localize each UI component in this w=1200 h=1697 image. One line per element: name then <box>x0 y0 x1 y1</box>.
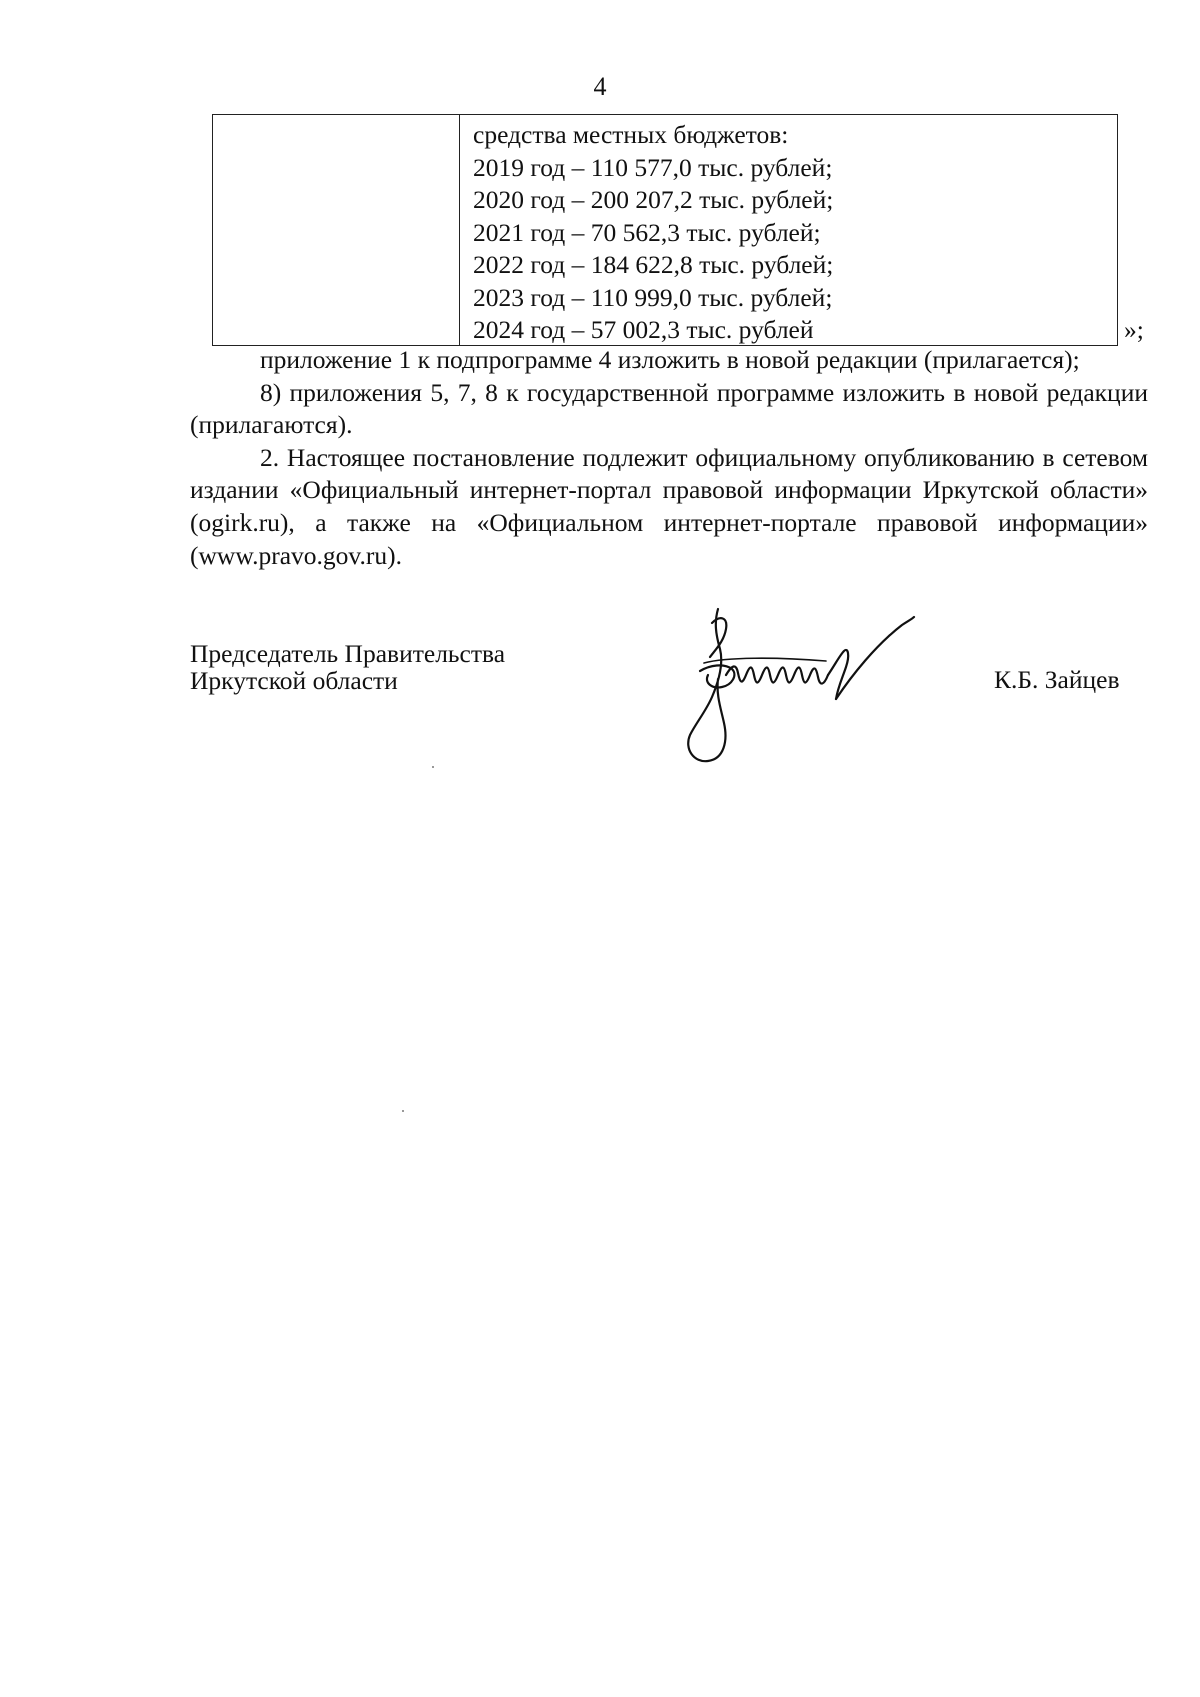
table-right-cell <box>473 119 1113 347</box>
signer-name: К.Б. Зайцев <box>994 665 1120 694</box>
handwritten-signature <box>666 605 936 770</box>
table-row: 2024 год – 57 002,3 тыс. рублей <box>473 315 814 344</box>
scan-speck <box>402 1110 404 1112</box>
table-row: 2021 год – 70 562,3 тыс. рублей; <box>473 217 821 247</box>
table-left-cell <box>213 115 460 345</box>
signer-position-line: Председатель Правительства <box>190 639 506 668</box>
paragraph: приложение 1 к подпрограмме 4 изложить в новой редакции (прилагается); <box>260 345 1080 374</box>
scan-speck <box>432 766 434 768</box>
table-row: 2022 год – 184 622,8 тыс. рублей; <box>473 250 834 279</box>
table-row: 2023 год – 110 999,0 тыс. рублей; <box>473 282 833 312</box>
paragraph: 2. Настоящее постановление подлежит официальному опубликованию в сетевом издании «Официальный интернет-портал правовой информации Иркутской области» (ogirk.ru), а также на «Официальном интернет-портале правовой информации» (www.pravo.gov.ru). <box>190 442 1148 570</box>
table-row: 2019 год – 110 577,0 тыс. рублей; <box>473 152 833 182</box>
body-text <box>190 344 1148 572</box>
table-row: 2020 год – 200 207,2 тыс. рублей; <box>473 185 834 214</box>
signer-position <box>190 640 505 694</box>
paragraph: 8) приложения 5, 7, 8 к государственной программе изложить в новой редакции (прилагаются). <box>190 377 1148 440</box>
budget-table <box>212 114 1118 346</box>
closing-quote: »; <box>1124 315 1144 344</box>
page-number: 4 <box>593 72 607 101</box>
table-heading: средства местных бюджетов: <box>473 120 789 149</box>
signer-position-line: Иркутской области <box>190 666 398 695</box>
